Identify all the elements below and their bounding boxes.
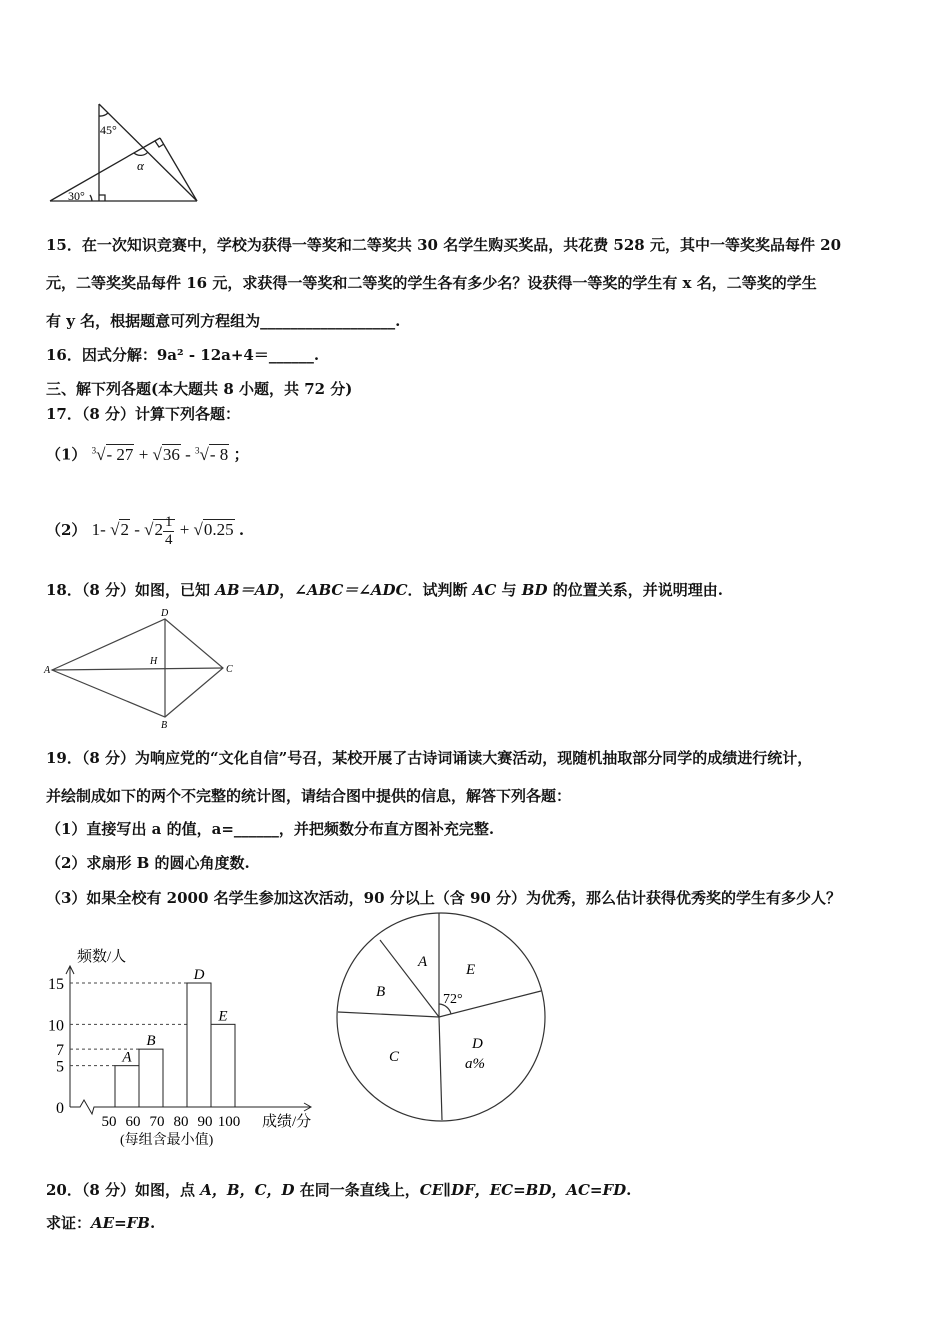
q15-line1: 15．在一次知识竞赛中，学校为获得一等奖和二等奖共 30 名学生购买奖品，共花费 528 元，其中一等奖奖品每件 20 — [46, 236, 842, 254]
x-tick-label: 70 — [149, 1114, 165, 1130]
angle-30-label: 30° — [68, 189, 85, 203]
angle-45-label: 45° — [100, 123, 117, 137]
q19-line2: 并绘制成如下的两个不完整的统计图，请结合图中提供的信息，解答下列各题： — [46, 787, 572, 805]
bar-label: A — [122, 1049, 132, 1066]
formula-2: 1- √2 - √2 $\frac{1}{4}$ + √0.25 — [91, 513, 234, 548]
pie-slice-border — [380, 940, 439, 1017]
bar-label: E — [218, 1008, 228, 1025]
y-tick-label: 5 — [56, 1058, 64, 1076]
point-a-label: A — [44, 665, 51, 676]
x-tick-label: 50 — [101, 1114, 117, 1130]
formula-1: $^3$√- 27 + √36 - $^3$√- 8 — [91, 444, 229, 464]
quadrilateral-figure — [52, 619, 223, 717]
part-label: （2） — [46, 521, 87, 539]
q20-prove: 求证：AE=FB. — [46, 1214, 156, 1232]
hist-note: (每组含最小值) — [120, 1133, 214, 1148]
hist-y-label: 频数/人 — [77, 949, 127, 965]
q17-part1: （1） $^3$√- 27 + √36 - $^3$√- 8 ； — [46, 444, 249, 464]
pie-label-c: C — [389, 1049, 400, 1065]
histogram-bar — [115, 1066, 139, 1107]
q20-text: 20．（8 分）如图，点 A，B，C，D 在同一条直线上，CE∥DF，EC=BD，AC=FD. — [46, 1181, 632, 1199]
pie-label-b: B — [376, 984, 386, 1000]
q19-sub1: （1）直接写出 a 的值，a=______，并把频数分布直方图补充完整. — [46, 820, 495, 838]
triangle-figure — [50, 104, 197, 201]
part-label: （1） — [46, 445, 87, 464]
x-tick-label: 60 — [125, 1114, 141, 1130]
q15-line2: 元，二等奖奖品每件 16 元，求获得一等奖和二等奖的学生各有多少名？设获得一等奖的学生有 x 名，二等奖的学生 — [46, 274, 817, 292]
x-tick-label: 90 — [197, 1114, 213, 1130]
q15-line3: 有 y 名，根据题意可列方程组为__________________. — [46, 312, 401, 330]
pie-label-e: E — [466, 962, 476, 978]
pie-chart — [337, 913, 545, 1121]
section3-title: 三、解下列各题(本大题共 8 小题，共 72 分) — [46, 380, 353, 398]
hist-x-label: 成绩/分 — [262, 1114, 312, 1130]
pie-e-angle: 72° — [443, 992, 463, 1007]
q19-line1: 19．（8 分）为响应党的“文化自信”号召，某校开展了古诗词诵读大赛活动，现随机抽取部分同学的成绩进行统计， — [46, 749, 813, 767]
q17-title: 17．（8 分）计算下列各题： — [46, 405, 241, 423]
histogram-bar — [139, 1049, 163, 1107]
pie-slice-border — [439, 1017, 442, 1120]
point-c-label: C — [226, 664, 233, 675]
histogram-bar — [187, 983, 211, 1107]
histogram-bar — [211, 1024, 235, 1107]
bar-label: B — [146, 1033, 156, 1050]
q19-sub3: （3）如果全校有 2000 名学生参加这次活动，90 分以上（含 90 分）为优秀，那么估计获得优秀奖的学生有多少人？ — [46, 889, 842, 907]
q17-part2: （2） 1- √2 - √2 $\frac{1}{4}$ + √0.25 . — [46, 513, 245, 548]
point-h-label: H — [150, 656, 158, 667]
pie-slice-border — [338, 1012, 439, 1017]
histogram-chart — [48, 966, 311, 1130]
y-tick-label: 10 — [48, 1017, 64, 1035]
pie-d-percent: a% — [465, 1056, 485, 1072]
point-d-label: D — [161, 608, 169, 619]
pie-label-d: D — [472, 1036, 483, 1052]
bar-label: D — [193, 967, 205, 983]
pie-label-a: A — [418, 954, 428, 970]
q18-text: 18．（8 分）如图，已知 AB＝AD，∠ABC＝∠ADC．试判断 AC 与 BD 的位置关系，并说明理由. — [46, 581, 723, 599]
alpha-label: α — [137, 158, 144, 173]
x-tick-label: 100 — [217, 1114, 241, 1130]
q19-sub2: （2）求扇形 B 的圆心角度数. — [46, 854, 250, 872]
x-tick-label: 80 — [173, 1114, 189, 1130]
y-tick-label: 7 — [56, 1042, 64, 1060]
y-tick-label: 15 — [48, 976, 64, 993]
point-b-label: B — [161, 720, 168, 731]
y-tick-label: 0 — [56, 1100, 64, 1117]
q16-text: 16．因式分解：9a² - 12a+4＝______. — [46, 346, 320, 364]
